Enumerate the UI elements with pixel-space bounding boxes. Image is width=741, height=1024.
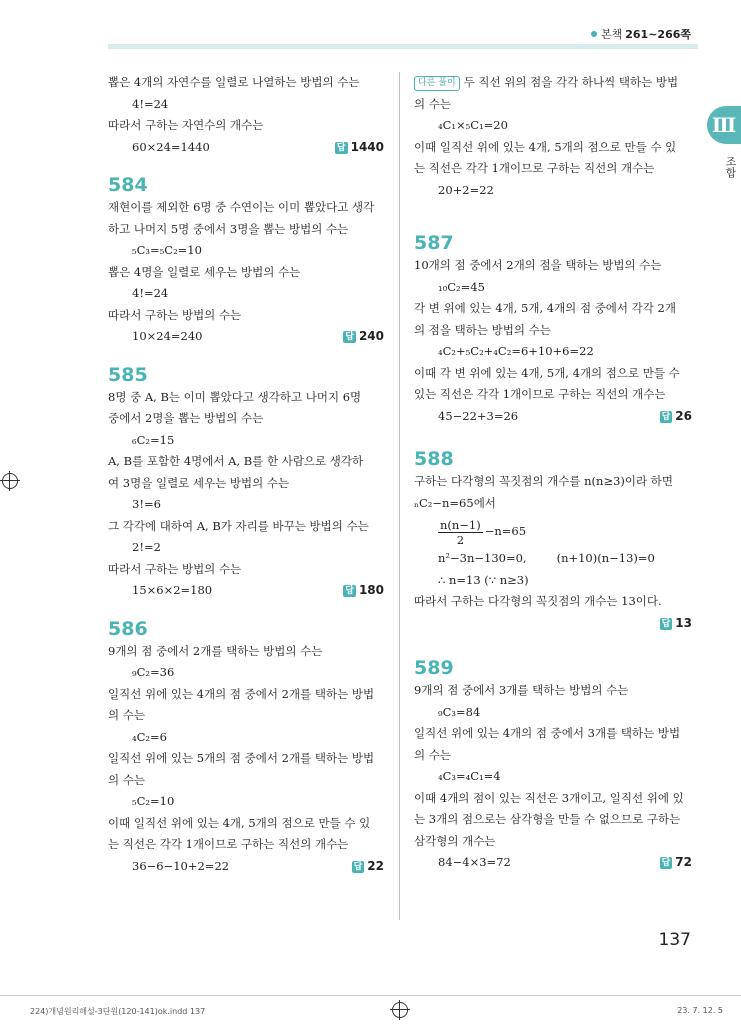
formula-line: ₉C₂=36 (132, 665, 175, 679)
answer-mark: 답 240 (345, 329, 384, 343)
text-line: 뽑은 4개의 자연수를 일렬로 나열하는 방법의 수는 (108, 75, 360, 89)
fraction-denominator: 2 (456, 532, 465, 547)
answer-row (108, 326, 384, 348)
text-line: A, B를 포함한 4명에서 A, B를 한 사람으로 생각하 (108, 454, 364, 468)
text-line: 이때 일직선 위에 있는 4개, 5개의 점으로 만들 수 있 (414, 139, 677, 154)
text-line: 여 3명을 일렬로 세우는 방법의 수는 (108, 475, 290, 490)
formula-line: ₄C₃=₄C₁=4 (438, 769, 501, 783)
formula-line: ₄C₁×₅C₁=20 (438, 118, 508, 132)
text-line: 는 3개의 점으로는 삼각형을 만들 수 없으므로 구하는 (414, 812, 681, 826)
right-column (414, 72, 692, 874)
column-divider (399, 72, 400, 920)
page-reference: 본책 261~266쪽 (591, 26, 691, 42)
text-line: 뽑은 4명을 일렬로 세우는 방법의 수는 (108, 264, 301, 279)
text-line: 9개의 점 중에서 2개를 택하는 방법의 수는 (108, 643, 323, 658)
answer-row (108, 580, 384, 602)
fraction (438, 518, 483, 547)
text-line: 다른 풀이 두 직선 위의 점을 각각 하나씩 택하는 방법 (414, 72, 692, 94)
alt-solution-tag: 다른 풀이 (414, 76, 460, 91)
formula-line: ₅C₂=10 (132, 794, 175, 808)
text-line: 10개의 점 중에서 2개의 점을 택하는 방법의 수는 (414, 258, 662, 272)
formula-line: 20+2=22 (438, 182, 494, 197)
formula-line: 60×24=1440 (132, 139, 210, 154)
text-line: 일직선 위에 있는 4개의 점 중에서 3개를 택하는 방법 (414, 726, 681, 740)
text-line: 그 각각에 대하여 A, B가 자리를 바꾸는 방법의 수는 (108, 518, 369, 533)
answer-row (414, 613, 692, 635)
answer-row (108, 137, 384, 159)
header-bar (108, 44, 698, 49)
answer-mark: 답 26 (661, 408, 692, 423)
text-line: 9개의 점 중에서 3개를 택하는 방법의 수는 (414, 683, 629, 697)
formula-line: 10×24=240 (132, 329, 203, 343)
formula-line: 3!=6 (132, 497, 161, 511)
answer-row (108, 856, 384, 878)
answer-badge: 답 (345, 332, 354, 342)
registration-mark-icon (392, 1002, 408, 1018)
answer-badge: 답 (661, 411, 671, 422)
chapter-tab: Ⅲ (707, 106, 741, 144)
text-line: 의 수는 (108, 772, 145, 787)
answer-badge: 답 (661, 858, 671, 868)
text-line: 이때 일직선 위에 있는 4개, 5개의 점으로 만들 수 있 (108, 815, 371, 830)
formula-line: ₄C₂=6 (132, 729, 167, 744)
formula-line: 84−4×3=72 (438, 855, 511, 869)
text-line: 재현이를 제외한 6명 중 수연이는 이미 뽑았다고 생각 (108, 200, 375, 214)
answer-badge: 답 (661, 618, 671, 629)
text-line: 따라서 구하는 자연수의 개수는 (108, 118, 264, 132)
text-line: 있는 직선은 각각 1개이므로 구하는 직선의 개수는 (414, 387, 666, 401)
text-line: 의 수는 (414, 747, 451, 762)
formula-line: 15×6×2=180 (132, 583, 213, 597)
answer-mark: 답 72 (661, 855, 692, 869)
text-line: 따라서 구하는 다각형의 꼭짓점의 개수는 13이다. (414, 594, 662, 608)
formula-line: 45−22+3=26 (438, 408, 519, 423)
formula-line: ₁₀C₂=45 (438, 279, 485, 294)
answer-mark: 답 180 (345, 583, 384, 597)
text-line: 는 직선은 각각 1개이므로 구하는 직선의 개수는 (414, 161, 655, 175)
formula-line: ₅C₃=₅C₂=10 (132, 243, 202, 257)
footer-file-info: 224)개념원리해설-3단원(120-141)ok.indd 137 (30, 1007, 206, 1016)
page-number: 137 (658, 930, 691, 950)
bullet-dot-icon (591, 31, 597, 37)
text-line: 중에서 2명을 뽑는 방법의 수는 (108, 411, 264, 425)
fraction-numerator: n(n−1) (440, 517, 481, 532)
answer-badge: 답 (353, 861, 363, 872)
text-line: 하고 나머지 5명 중에서 3명을 뽑는 방법의 수는 (108, 221, 349, 236)
answer-row (414, 852, 692, 874)
formula-line: ₆C₂=15 (132, 432, 175, 447)
answer-badge: 답 (336, 142, 346, 153)
text-line: 이때 4개의 점이 있는 직선은 3개이고, 일직선 위에 있 (414, 790, 684, 805)
text-line: 일직선 위에 있는 4개의 점 중에서 2개를 택하는 방법 (108, 686, 375, 701)
formula-line: ₄C₂+₅C₂+₄C₂=6+10+6=22 (438, 344, 594, 358)
text-line: 이때 각 변 위에 있는 4개, 5개, 4개의 점으로 만들 수 (414, 365, 680, 380)
formula-line: 2!=2 (132, 540, 161, 554)
text-line: 의 점을 택하는 방법의 수는 (414, 322, 551, 337)
text-line: 의 수는 (414, 96, 451, 111)
text-line: ₙC₂−n=65에서 (414, 495, 496, 510)
problem-number: 588 (414, 448, 454, 470)
formula-line: ₉C₃=84 (438, 704, 481, 719)
answer-mark: 답 13 (661, 615, 692, 630)
text-line: 각 변 위에 있는 4개, 5개, 4개의 점 중에서 각각 2개 (414, 301, 676, 315)
text-line: 따라서 구하는 방법의 수는 (108, 561, 242, 576)
answer-badge: 답 (345, 586, 354, 596)
formula-line: 4!=24 (132, 286, 169, 300)
problem-number: 586 (108, 617, 148, 640)
problem-number: 584 (108, 174, 148, 196)
registration-mark-icon (2, 473, 18, 489)
footer-divider (0, 995, 741, 996)
text-line: 일직선 위에 있는 5개의 점 중에서 2개를 택하는 방법 (108, 751, 375, 765)
text-line: 따라서 구하는 방법의 수는 (108, 307, 242, 322)
problem-number: 589 (414, 657, 454, 679)
problem-number: 587 (414, 232, 454, 254)
formula-line: n²−3n−130=0, (n+10)(n−13)=0 (438, 551, 655, 565)
text-line: 삼각형의 개수는 (414, 833, 496, 848)
footer-date: 23. 7. 12. 5 (677, 1006, 723, 1015)
text-line: 는 직선은 각각 1개이므로 구하는 직선의 개수는 (108, 837, 349, 851)
text-line: 의 수는 (108, 708, 145, 722)
formula-line: 36−6−10+2=22 (132, 858, 230, 873)
answer-mark: 답 22 (353, 858, 384, 873)
text-line: 8명 중 A, B는 이미 뽑았다고 생각하고 나머지 6명 (108, 389, 362, 404)
chapter-title: 조합 (724, 156, 737, 178)
answer-row (414, 406, 692, 428)
answer-mark: 답 1440 (336, 139, 384, 154)
text-line: 구하는 다각형의 꼭짓점의 개수를 n(n≥3)이라 하면 (414, 474, 673, 488)
left-column (108, 72, 384, 877)
fraction-equation: $\frac{n(n-1)}{2}$ −n=65 (440, 517, 527, 547)
problem-number: 585 (108, 363, 148, 386)
formula-line: 4!=24 (132, 96, 169, 111)
formula-line: ∴ n=13 (∵ n≥3) (438, 572, 529, 587)
